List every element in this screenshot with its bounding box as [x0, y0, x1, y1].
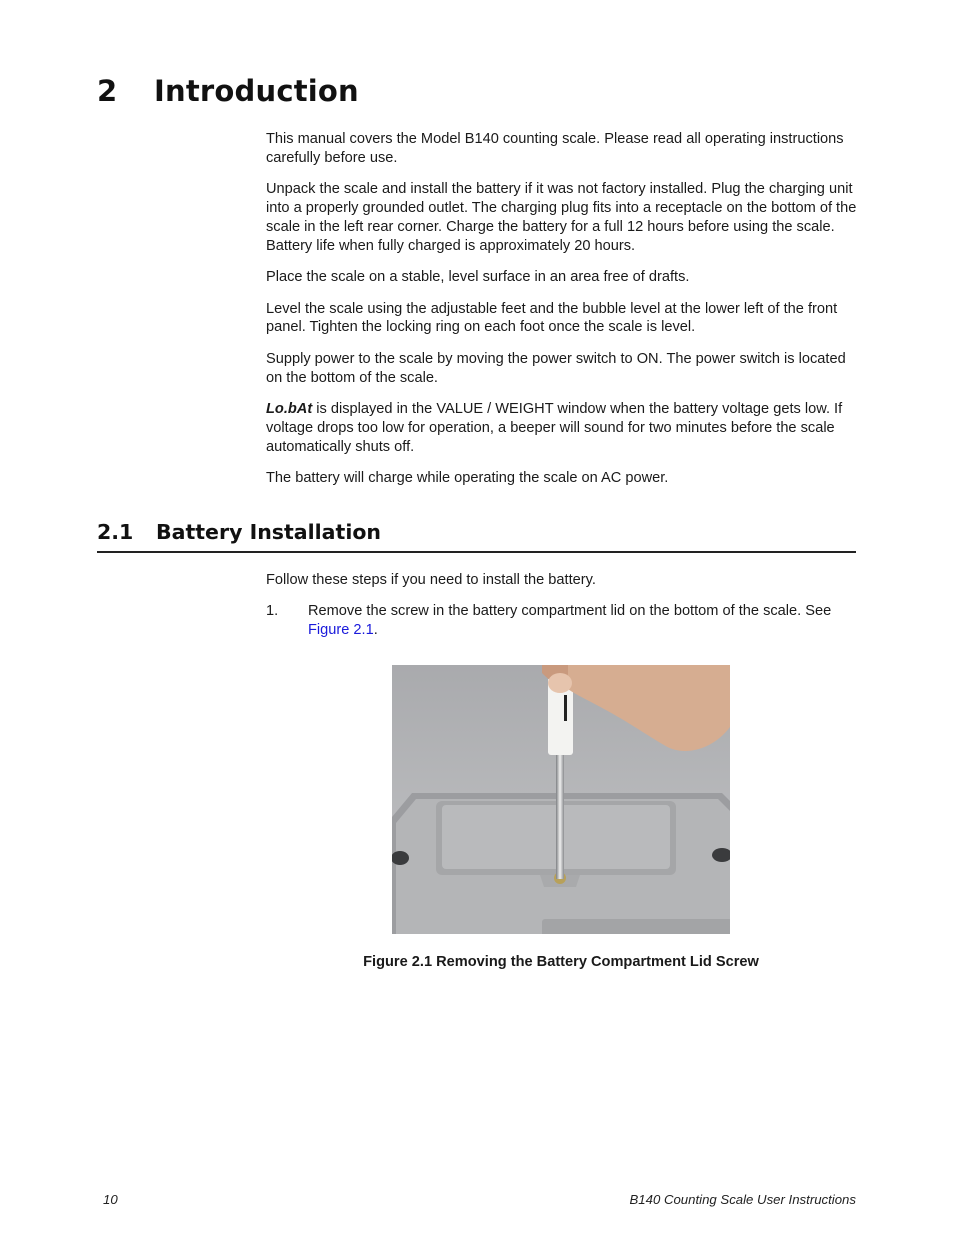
- step-suffix: .: [373, 622, 378, 639]
- photo-illustration: [392, 665, 730, 934]
- step-text: Remove the screw in the battery compartment lid on the bottom of the scale. See: [308, 603, 832, 620]
- intro-body: [266, 130, 858, 500]
- lobat-text: is displayed in the VALUE / WEIGHT window when the battery voltage gets low. If voltage drops too low for operation, a beeper will sound for two minutes before the scale automatically shuts off.: [266, 400, 843, 455]
- chapter-number: 2: [97, 74, 118, 108]
- figure-caption: Figure 2.1 Removing the Battery Compartment Lid Screw: [363, 954, 759, 970]
- chapter-title: Introduction: [154, 74, 359, 108]
- lobat-paragraph: [266, 400, 858, 457]
- figure-link[interactable]: Figure 2.1: [308, 622, 374, 639]
- lobat-term: Lo.bAt: [266, 400, 313, 417]
- section-heading: [97, 520, 856, 553]
- charge-paragraph: The battery will charge while operating the scale on AC power.: [266, 470, 669, 487]
- page-number: 10: [103, 1192, 118, 1207]
- intro-paragraph: This manual covers the Model B140 counting scale. Please read all operating instructions carefully before use.: [266, 131, 844, 166]
- intro-paragraph: Unpack the scale and install the battery if it was not factory installed. Plug the charging unit into a properly grounded outlet. The charging plug fits into a receptacle on the bottom of the scale in the left rear corner. Charge the battery for a full 12 hours before using the scale. Battery life when fully charged is approximately 20 hours.: [266, 181, 857, 254]
- step-number: 1.: [266, 603, 279, 620]
- section-body: [266, 571, 858, 653]
- section-title: Battery Installation: [156, 520, 382, 544]
- intro-paragraph: Level the scale using the adjustable feet and the bubble level at the lower left of the front panel. Tighten the locking ring on each foot once the scale is level.: [266, 300, 838, 336]
- document-title: B140 Counting Scale User Instructions: [629, 1192, 856, 1207]
- chapter-heading: [97, 74, 359, 108]
- section-intro: Follow these steps if you need to install the battery.: [266, 572, 596, 588]
- intro-paragraph: Place the scale on a stable, level surface in an area free of drafts.: [266, 269, 690, 286]
- battery-lid-photo: [392, 665, 730, 934]
- section-number: 2.1: [97, 520, 134, 544]
- step-item: [266, 602, 858, 640]
- intro-paragraph: Supply power to the scale by moving the power switch to ON. The power switch is located on the bottom of the scale.: [266, 350, 846, 386]
